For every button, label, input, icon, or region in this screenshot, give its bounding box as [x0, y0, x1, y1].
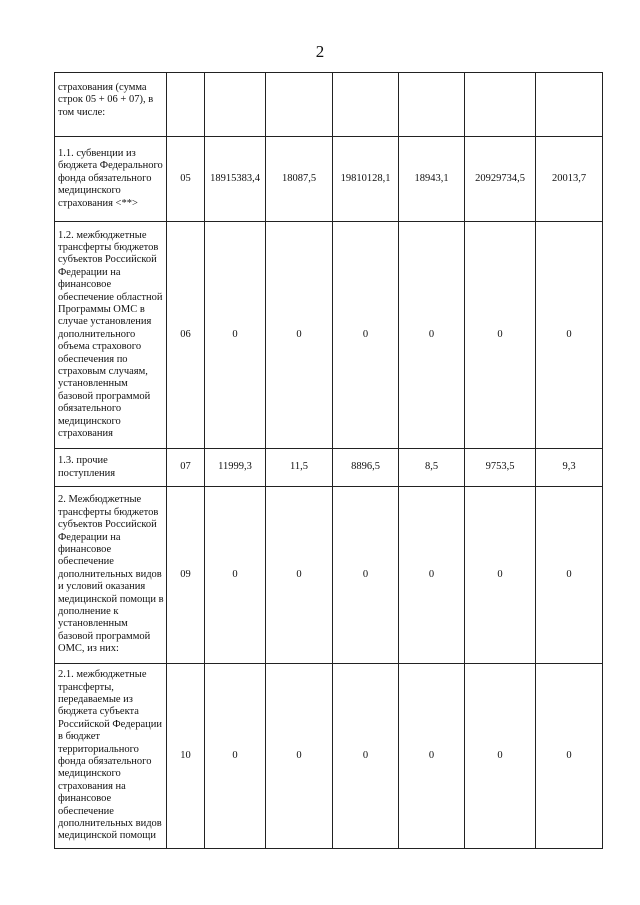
table-cell: 0	[536, 487, 603, 664]
table-cell: 0	[465, 487, 536, 664]
row-code	[167, 73, 205, 137]
table-cell: 18943,1	[399, 137, 465, 222]
table-cell: 20013,7	[536, 137, 603, 222]
table-cell	[399, 73, 465, 137]
table-cell	[536, 73, 603, 137]
table-cell: 0	[205, 664, 266, 849]
table-cell: 0	[205, 222, 266, 449]
table-cell: 20929734,5	[465, 137, 536, 222]
table-cell: 0	[465, 664, 536, 849]
row-code: 06	[167, 222, 205, 449]
table-row	[55, 664, 603, 849]
table-row	[55, 137, 603, 222]
table-cell: 0	[536, 222, 603, 449]
row-code: 10	[167, 664, 205, 849]
table-cell: 11,5	[266, 449, 333, 487]
table-cell: 0	[266, 664, 333, 849]
table-cell	[266, 73, 333, 137]
row-label: 1.2. межбюджетные трансферты бюджетов субъектов Российской Федерации на финансовое обеспечение областной Программы ОМС в случае установления дополнительного объема страхового обеспечения по страховым случаям, установленным базовой программой обязательного медицинского страхования	[55, 222, 167, 449]
table-cell: 0	[333, 664, 399, 849]
table-cell: 9753,5	[465, 449, 536, 487]
table-cell: 0	[333, 222, 399, 449]
table-cell: 0	[399, 222, 465, 449]
table-cell: 0	[205, 487, 266, 664]
table-row	[55, 487, 603, 664]
row-label: 2. Межбюджетные трансферты бюджетов субъектов Российской Федерации на финансовое обеспечение дополнительных видов и условий оказания медицинской помощи в дополнение к установленным базовой программой ОМС, из них:	[55, 487, 167, 664]
table-cell	[465, 73, 536, 137]
table-cell: 0	[399, 487, 465, 664]
table-row	[55, 73, 603, 137]
table-cell: 0	[333, 487, 399, 664]
table-row	[55, 222, 603, 449]
table-cell: 8896,5	[333, 449, 399, 487]
row-label: 1.3. прочие поступления	[55, 449, 167, 487]
table-cell	[333, 73, 399, 137]
table-cell: 19810128,1	[333, 137, 399, 222]
row-code: 09	[167, 487, 205, 664]
row-code: 07	[167, 449, 205, 487]
table-cell: 18087,5	[266, 137, 333, 222]
table-cell: 0	[266, 222, 333, 449]
row-label: 1.1. субвенции из бюджета Федерального фонда обязательного медицинского страхования <**>	[55, 137, 167, 222]
table-cell: 0	[465, 222, 536, 449]
page-number: 2	[315, 42, 325, 61]
table-cell: 11999,3	[205, 449, 266, 487]
table-cell: 8,5	[399, 449, 465, 487]
table-cell: 9,3	[536, 449, 603, 487]
table-cell: 18915383,4	[205, 137, 266, 222]
row-code: 05	[167, 137, 205, 222]
table-cell	[205, 73, 266, 137]
row-label: страхования (сумма строк 05 + 06 + 07), в том числе:	[55, 73, 167, 137]
table-cell: 0	[399, 664, 465, 849]
table-cell: 0	[536, 664, 603, 849]
budget-table	[54, 72, 603, 849]
table-row	[55, 449, 603, 487]
table-cell: 0	[266, 487, 333, 664]
row-label: 2.1. межбюджетные трансферты, передаваемые из бюджета субъекта Российской Федерации в бюджет территориального фонда обязательного медицинского страхования на финансовое обеспечение дополнительных видов медицинской помощи	[55, 664, 167, 849]
